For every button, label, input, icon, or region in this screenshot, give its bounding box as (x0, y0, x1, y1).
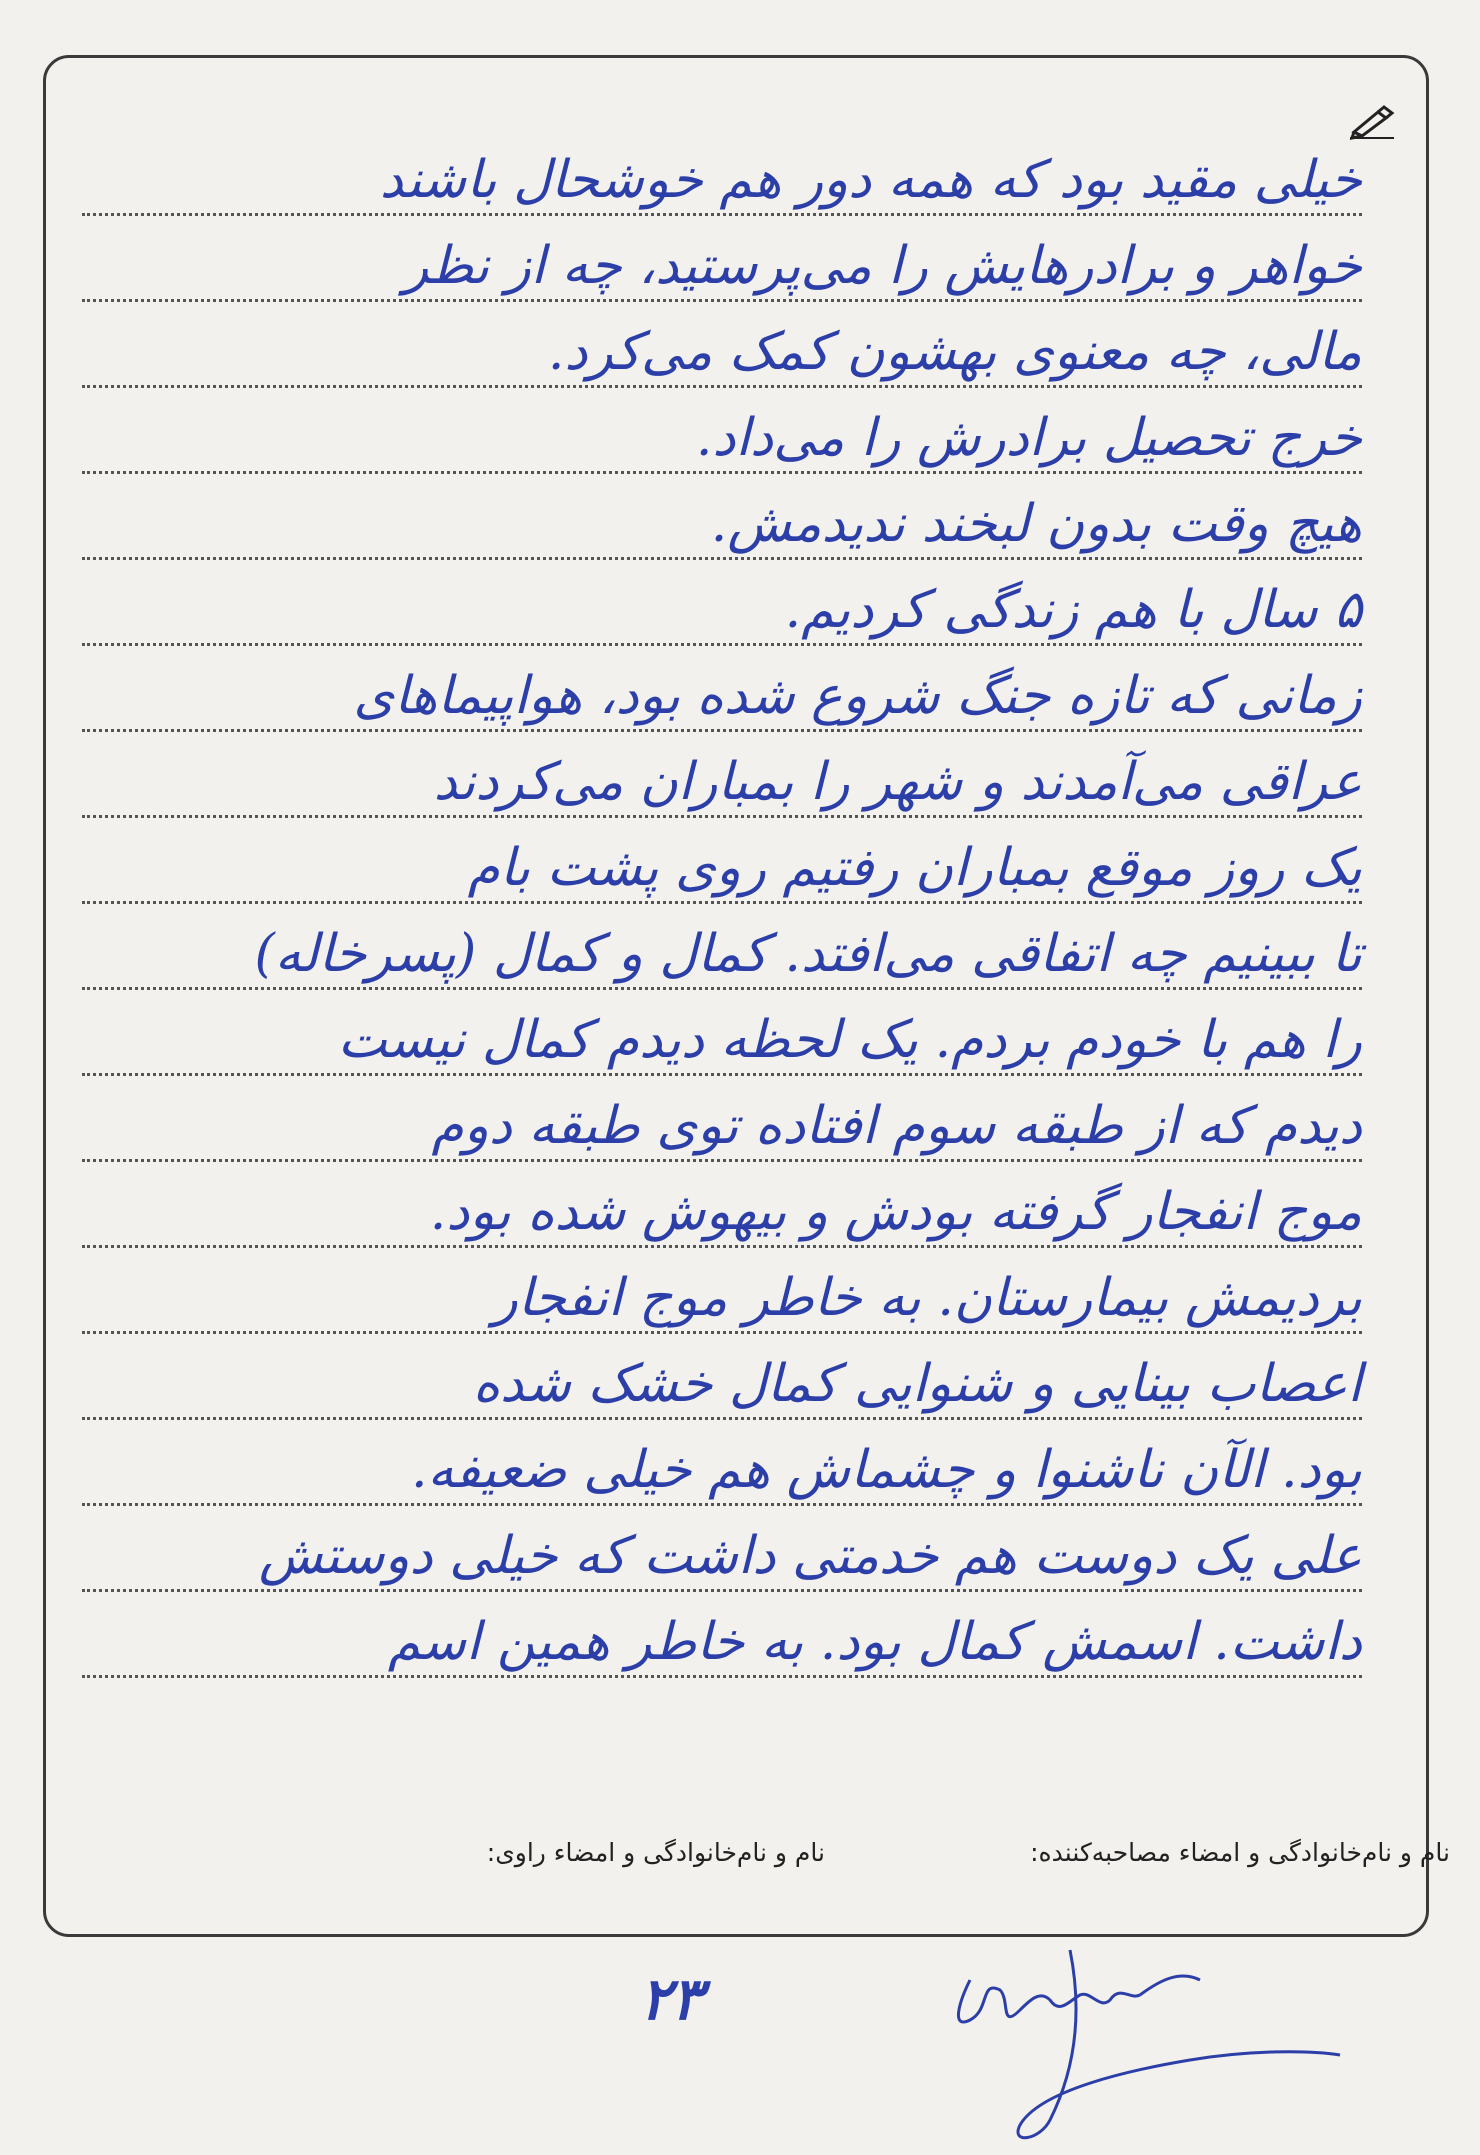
line-text: یک روز موقع بمباران رفتیم روی پشت بام (467, 838, 1362, 898)
line-text: خرج تحصیل برادرش را می‌داد. (695, 408, 1362, 468)
line-row (82, 1592, 1362, 1678)
line-text: علی یک دوست هم خدمتی داشت که خیلی دوستش (258, 1526, 1362, 1586)
line-row (82, 904, 1362, 990)
line-text: خواهر و برادرهایش را می‌پرستید، چه از نظر (403, 236, 1362, 296)
line-row (82, 302, 1362, 388)
line-text: تا ببینیم چه اتفاقی می‌افتد. کمال و کمال (پسرخاله) (254, 924, 1362, 984)
page-number: ۲۳ (640, 1965, 703, 2033)
line-row (82, 990, 1362, 1076)
line-text: اعصاب بینایی و شنوایی کمال خشک شده (472, 1354, 1362, 1414)
line-row (82, 1076, 1362, 1162)
signature (930, 1940, 1350, 2150)
line-row (82, 732, 1362, 818)
line-row (82, 646, 1362, 732)
line-row (82, 1334, 1362, 1420)
line-row (82, 388, 1362, 474)
narrator-signature-label: نام و نام‌خانوادگی و امضاء راوی: (486, 1838, 825, 1867)
line-text: بردیمش بیمارستان. به خاطر موج انفجار (492, 1268, 1362, 1328)
line-row (82, 216, 1362, 302)
interviewer-signature-label: نام و نام‌خانوادگی و امضاء مصاحبه‌کننده: (1030, 1838, 1450, 1867)
line-row (82, 474, 1362, 560)
line-text: هیچ وقت بدون لبخند ندیدمش. (710, 494, 1362, 554)
line-text: داشت. اسمش کمال بود. به خاطر همین اسم (387, 1612, 1362, 1672)
line-text: را هم با خودم بردم. یک لحظه دیدم کمال نیست (337, 1010, 1362, 1070)
line-row (82, 1248, 1362, 1334)
line-text: خیلی مقید بود که همه دور هم خوشحال باشند (379, 150, 1362, 210)
line-text: زمانی که تازه جنگ شروع شده بود، هواپیماهای (353, 666, 1362, 726)
line-text: موج انفجار گرفته بودش و بیهوش شده بود. (429, 1182, 1362, 1242)
line-text: عراقی می‌آمدند و شهر را بمباران می‌کردند (433, 752, 1362, 812)
line-row (82, 1162, 1362, 1248)
line-text: دیدم که از طبقه سوم افتاده توی طبقه دوم (431, 1096, 1362, 1156)
line-text: بود. الآن ناشنوا و چشماش هم خیلی ضعیفه. (410, 1440, 1362, 1500)
footer-labels (0, 1838, 1480, 1898)
line-row (82, 1420, 1362, 1506)
line-text: مالی، چه معنوی بهشون کمک می‌کرد. (547, 322, 1362, 382)
line-row (82, 818, 1362, 904)
line-row (82, 560, 1362, 646)
line-text: ۵ سال با هم زندگی کردیم. (784, 580, 1362, 640)
line-row (82, 130, 1362, 216)
line-row (82, 1506, 1362, 1592)
